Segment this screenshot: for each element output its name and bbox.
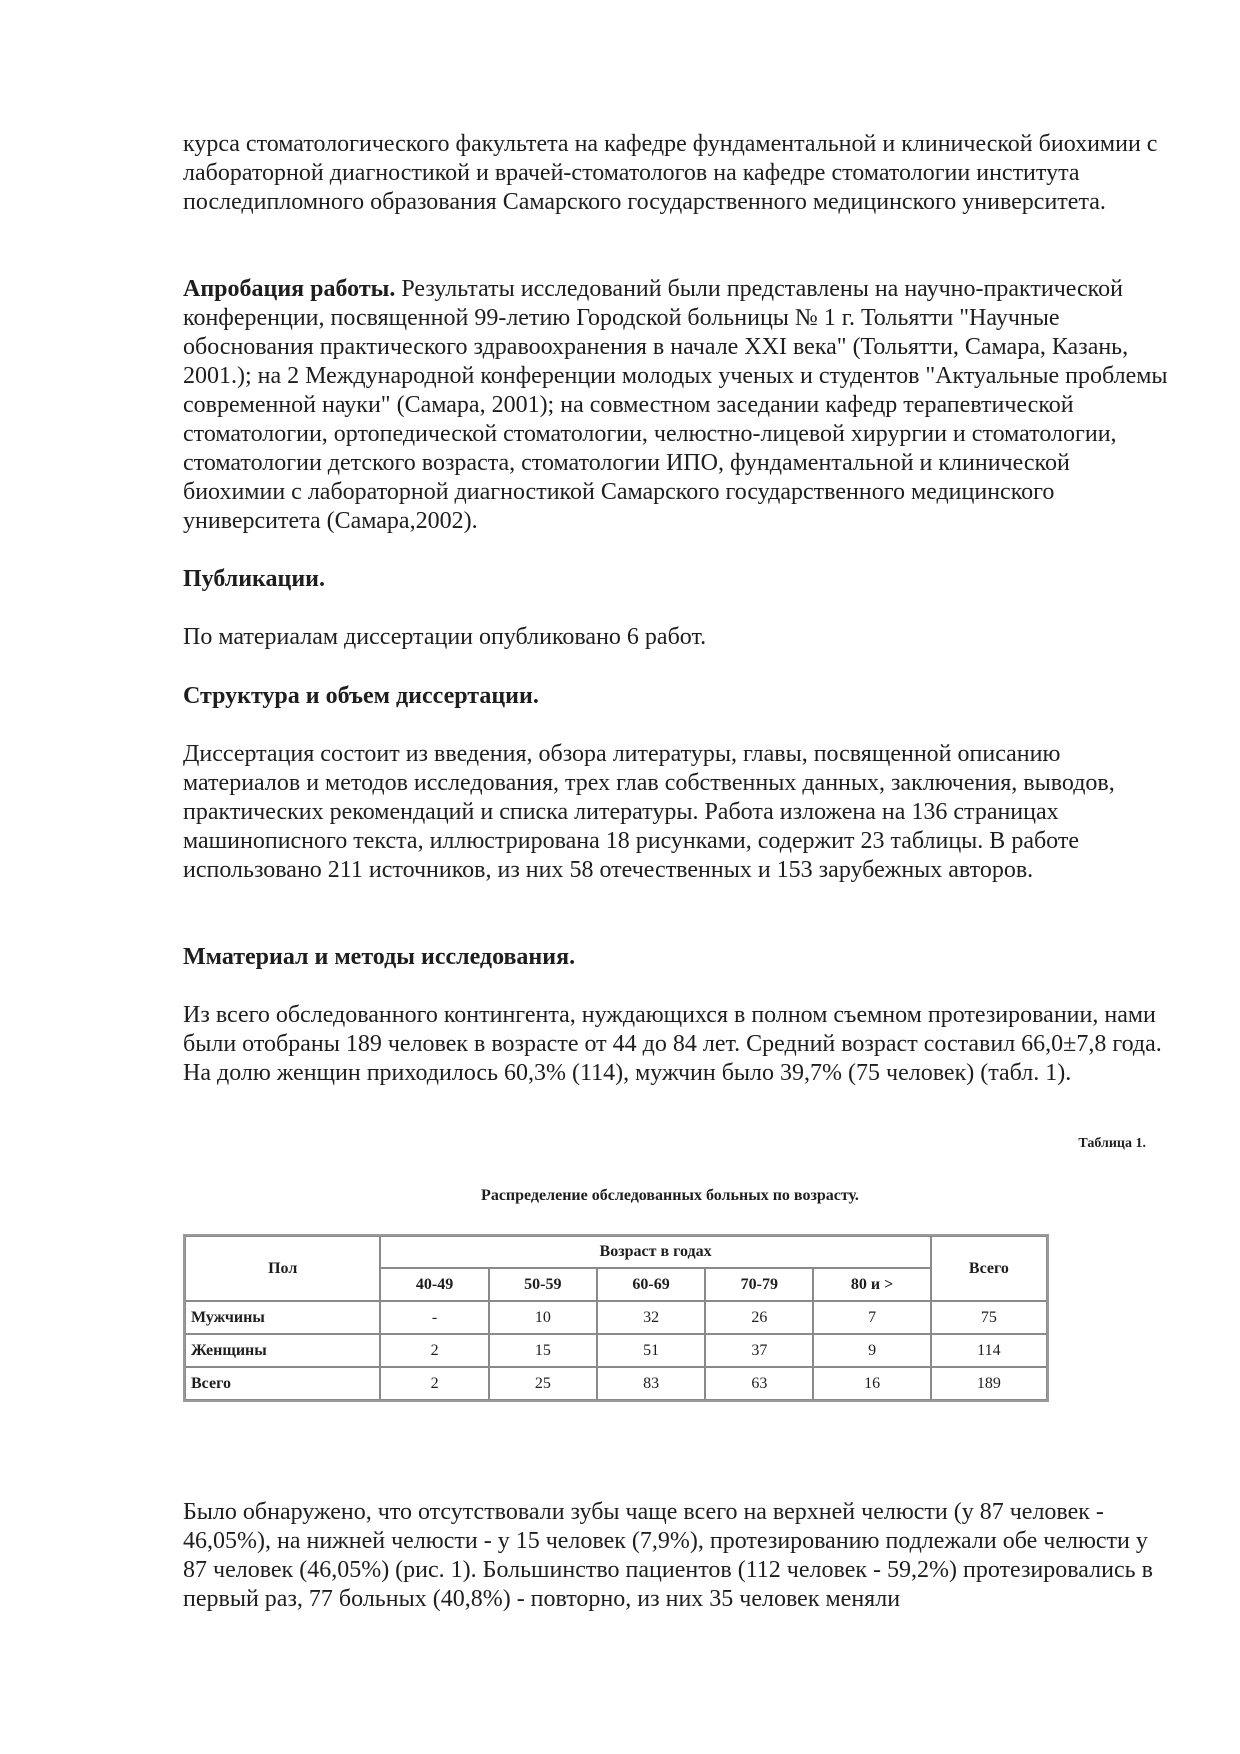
header-total: Всего xyxy=(931,1236,1047,1301)
approbation-text: Результаты исследований были представлены на научно-практической конференции, посвященной 99-летию Городской больницы № 1 г. Тольятти "Научные обоснования практического здравоохранения в начале XXI века" (Тольятти, Самара, Казань, 2001.); на 2 Международной конференции молодых ученых и студентов "Актуальные проблемы современной науки" (Самара, 2001); на совместном заседании кафедр терапевтической стоматологии, ортопедической стоматологии, челюстно-лицевой хирургии и стоматологии, стоматологии детского возраста, стоматологии ИПО, фундаментальной и клинической биохимии с лабораторной диагностикой Самарского государственного медицинского университета (Самара,2002). xyxy=(183,276,1168,534)
structure-text: Диссертация состоит из введения, обзора литературы, главы, посвященной описанию материалов и методов исследования, трех глав собственных данных, заключения, выводов, практических рекомендаций и списка литературы. Работа изложена на 136 страницах машинописного текста, иллюстрирована 18 рисунками, содержит 23 таблицы. В работе использовано 211 источников, из них 58 отечественных и 153 зарубежных авторов. xyxy=(183,741,1115,883)
table-cell: 9 xyxy=(813,1334,930,1367)
age-distribution-table xyxy=(183,1234,1049,1402)
table-cell: - xyxy=(380,1301,488,1334)
age-group-header: 40-49 xyxy=(380,1268,488,1301)
table-cell: 32 xyxy=(597,1301,705,1334)
publications-heading: Публикации. xyxy=(183,566,325,592)
age-group-header: 50-59 xyxy=(489,1268,597,1301)
table-cell: 37 xyxy=(705,1334,813,1367)
intro-paragraph xyxy=(183,130,1173,217)
table-row-women xyxy=(185,1334,1047,1367)
table-cell: 25 xyxy=(489,1367,597,1400)
age-group-header: 80 и > xyxy=(813,1268,930,1301)
table-cell: 51 xyxy=(597,1334,705,1367)
publications-paragraph xyxy=(183,623,1173,652)
table-label: Таблица 1. xyxy=(1078,1136,1146,1151)
table-cell-total: 75 xyxy=(931,1301,1047,1334)
table-cell: 10 xyxy=(489,1301,597,1334)
publications-text: По материалам диссертации опубликовано 6 работ. xyxy=(183,624,707,650)
age-group-header: 70-79 xyxy=(705,1268,813,1301)
table-cell: 26 xyxy=(705,1301,813,1334)
methods-heading: Мматериал и методы исследования. xyxy=(183,944,576,970)
methods-paragraph xyxy=(183,1001,1173,1088)
table-cell: 83 xyxy=(597,1367,705,1400)
table-cell: 16 xyxy=(813,1367,930,1400)
findings-text: Было обнаружено, что отсутствовали зубы чаще всего на верхней челюсти (у 87 человек - 46,05%), на нижней челюсти - у 15 человек (7,9%), протезированию подлежали обе челюсти у 87 человек (46,05%) (рис. 1). Большинство пациентов (112 человек - 59,2%) протезировались в первый раз, 77 больных (40,8%) - повторно, из них 35 человек меняли xyxy=(183,1499,1153,1612)
intro-text: курса стоматологического факультета на кафедре фундаментальной и клинической биохимии с лабораторной диагностикой и врачей-стоматологов на кафедре стоматологии института последипломного образования Самарского государственного медицинского университета. xyxy=(183,131,1158,215)
table-cell-total: 114 xyxy=(931,1334,1047,1367)
table-cell-total: 189 xyxy=(931,1367,1047,1400)
row-label: Всего xyxy=(185,1367,380,1400)
row-label: Мужчины xyxy=(185,1301,380,1334)
findings-paragraph xyxy=(183,1498,1173,1614)
table-cell: 63 xyxy=(705,1367,813,1400)
methods-text: Из всего обследованного контингента, нуждающихся в полном съемном протезировании, нами были отобраны 189 человек в возрасте от 44 до 84 лет. Средний возраст составил 66,0±7,8 года. На долю женщин приходилось 60,3% (114), мужчин было 39,7% (75 человек) (табл. 1). xyxy=(183,1002,1162,1086)
table-caption: Распределение обследованных больных по возрасту. xyxy=(481,1187,859,1204)
approbation-title: Апробация работы. xyxy=(183,276,396,302)
row-label: Женщины xyxy=(185,1334,380,1367)
table-cell: 2 xyxy=(380,1334,488,1367)
table-cell: 15 xyxy=(489,1334,597,1367)
header-gender: Пол xyxy=(185,1236,380,1301)
table-header-row xyxy=(185,1236,1047,1268)
table-row-total xyxy=(185,1367,1047,1400)
header-age: Возраст в годах xyxy=(380,1236,930,1268)
structure-paragraph xyxy=(183,740,1173,885)
structure-heading: Структура и объем диссертации. xyxy=(183,683,539,709)
approbation-paragraph xyxy=(183,275,1173,536)
table-row-men xyxy=(185,1301,1047,1334)
age-group-header: 60-69 xyxy=(597,1268,705,1301)
table-cell: 2 xyxy=(380,1367,488,1400)
table-cell: 7 xyxy=(813,1301,930,1334)
